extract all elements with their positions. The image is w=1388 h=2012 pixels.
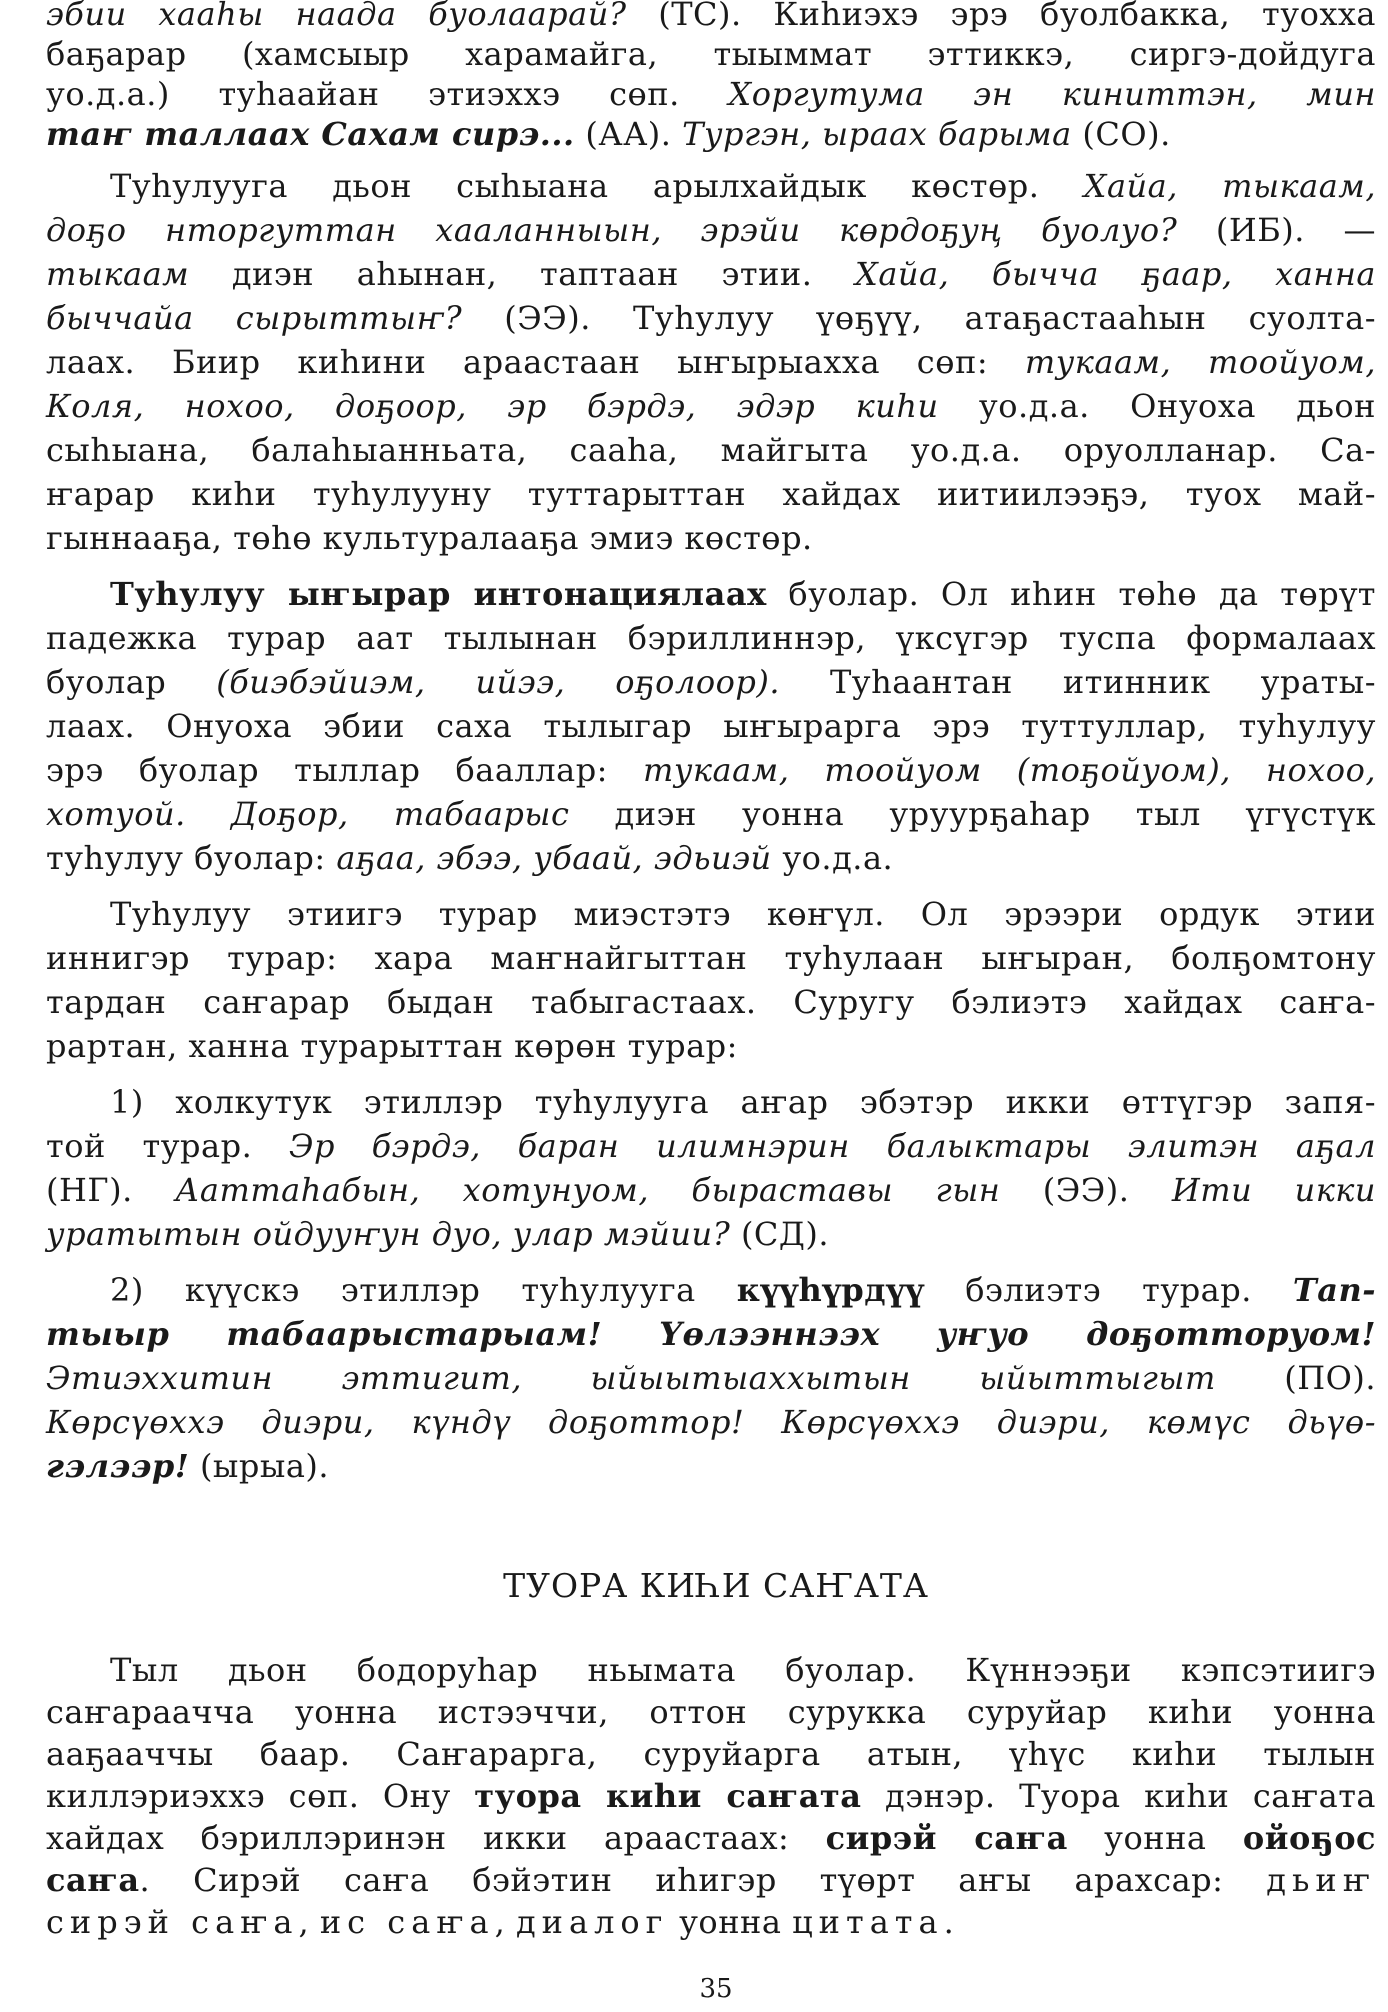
bold-italic-example: гэлээр!	[46, 1447, 190, 1485]
text-line: ҥарар киһи туһулууну туттарыттан хайдах иитиилээҕэ, туох май-	[46, 475, 1376, 513]
text-span: туһулуу буолар:	[46, 839, 337, 877]
text-line: сыһыана, балаһыанньата, сааһа, майгыта уо.д.а. оруолланар. Са-	[46, 431, 1376, 469]
italic-example: тыкаам	[46, 255, 190, 293]
italic-example: Этиэххитин эттигит, ыйыытыаххытын ыйыттыгыт	[46, 1359, 1216, 1397]
bold-term: ойоҕос	[1242, 1819, 1377, 1857]
page-number: 35	[699, 1974, 733, 2004]
text-span: киллэриэххэ сөп. Ону	[46, 1777, 475, 1815]
text-span: (СО).	[1071, 115, 1171, 153]
text-span: Туһулууга дьон сыһыана арылхайдык көстөр.	[110, 167, 1084, 205]
text-line	[46, 210, 1376, 250]
text-span: . Сирэй саҥа бэйэтин иһигэр түөрт аҥы арахсар:	[139, 1861, 1267, 1899]
text-line	[46, 794, 1376, 834]
text-line: тыыр табаарыстарыам! Үөлээннээх уҥуо доҕотторуом!	[46, 1315, 1376, 1353]
text-line: саҥараачча уонна истээччи, оттон суруккa суруйар киһи уонна	[46, 1693, 1376, 1731]
text-span: хайдах бэриллэринэн икки араастаах:	[46, 1819, 826, 1857]
text-line	[46, 1776, 1376, 1816]
text-span: (ПО).	[1215, 1359, 1376, 1397]
text-span: уо.д.а. Онуоха дьон	[938, 387, 1377, 425]
italic-example: эбии хааһы наада буолаарай?	[46, 0, 627, 33]
text-span: той турар.	[46, 1127, 289, 1165]
text-span: эрэ буолар тыллар бааллар:	[46, 751, 643, 789]
italic-example: Ааттаһабын, хотунуом, быраставы гын	[175, 1171, 1001, 1209]
spaced-term: диалог	[515, 1903, 669, 1941]
italic-example: аҕаа, эбээ, убаай, эдьиэй	[336, 839, 772, 877]
italic-example: Ити икки	[1171, 1171, 1377, 1209]
text-line	[46, 838, 1376, 878]
text-line: тардан саҥарар быдан табыгастаах. Суругу бэлиэтэ хайдах саҥа-	[46, 983, 1376, 1021]
text-span: дэнэр. Туора киһи саҥата	[861, 1777, 1377, 1815]
text-span: диэн аһынан, таптаан этии.	[189, 255, 856, 293]
text-span: диэн уонна уруурҕаһар тыл үгүстүк	[569, 795, 1377, 833]
text-line	[46, 166, 1376, 206]
bold-term: саҥа	[46, 1861, 140, 1899]
text-line	[46, 1860, 1376, 1900]
text-line: Тыл дьон бодоруһар ньымата буолар. Күннээҕи кэпсэтиигэ	[110, 1651, 1376, 1689]
text-line: лаах. Онуоха эбии саха тылыгар ыҥырарга эрэ туттуллар, туһулуу	[46, 707, 1376, 745]
bold-term: сирэй саҥа	[825, 1819, 1068, 1857]
italic-example: тукаам, тоойуом (тоҕойуом), нохоо,	[643, 751, 1377, 789]
text-span: (СД).	[730, 1215, 830, 1253]
text-span: ,	[298, 1903, 320, 1941]
section-heading: ТУОРА КИҺИ САҤАТА	[503, 1566, 929, 1605]
text-line: падежка турар аат тылынан бэриллиннэр, үксүгэр туспа формалаах	[46, 619, 1376, 657]
text-line: гыннааҕа, төһө культуралааҕа эмиэ көстөр.	[46, 519, 813, 557]
italic-example: Хоргутума эн киниттэн, мин	[728, 75, 1377, 113]
italic-example: Тургэн, ыраах барыма	[682, 115, 1072, 153]
spaced-term: сирэй саҥа	[46, 1903, 299, 1941]
list-item-1: 1) холкутук этиллэр туһулууга аҥар эбэтэр икки өттүгэр запя-	[110, 1083, 1376, 1121]
text-line	[46, 342, 1376, 382]
text-line	[46, 1126, 1376, 1166]
text-line	[46, 254, 1376, 294]
text-span: .	[943, 1903, 955, 1941]
italic-example: Коля, нохоо, доҕоор, эр бэрдэ, эдэр киһи	[46, 387, 939, 425]
text-span: (ЭЭ).	[1000, 1171, 1172, 1209]
text-span: буолар	[46, 663, 217, 701]
text-span: уо.д.а.) туһаайан этиэххэ сөп.	[46, 75, 729, 113]
text-line: иннигэр турар: хара маҥнайгыттан туһулаан ыҥыран, болҕомтону	[46, 939, 1376, 977]
text-span: буолар. Ол иһин төһө да төрүт	[766, 575, 1377, 613]
text-line	[46, 1902, 1376, 1942]
text-span: (ЭЭ). Туһулуу үөҕүү, атаҕастааһын суолта-	[462, 299, 1376, 337]
text-line	[46, 574, 1376, 614]
bold-term: туора киһи саҥата	[474, 1777, 862, 1815]
italic-example: Эр бэрдэ, баран илимнэрин балыктары элитэн аҕал	[288, 1127, 1377, 1165]
text-line	[46, 74, 1376, 114]
italic-example: уратытын ойдууҥун дуо, улар мэйии?	[46, 1215, 731, 1253]
bold-term: Туһулуу ыҥырар интонациялаах	[110, 575, 767, 613]
text-line	[46, 1446, 1376, 1486]
spaced-term: ис саҥа	[319, 1903, 495, 1941]
text-span: (ИБ). —	[1177, 211, 1377, 249]
italic-example: Хайа, тыкаам,	[1083, 167, 1376, 205]
text-line: ааҕааччы баар. Саҥарарга, суруйарга атын, үһүс киһи тылын	[46, 1735, 1376, 1773]
text-line	[46, 386, 1376, 426]
list-item-2	[46, 1270, 1376, 1310]
italic-example: тукаам, тоойуом,	[1024, 343, 1377, 381]
text-line: рартан, ханна турарыттан көрөн турар:	[46, 1027, 738, 1065]
text-line	[46, 1358, 1376, 1398]
text-span: 2) күүскэ этиллэр туһулууга	[110, 1271, 737, 1309]
text-span: ,	[494, 1903, 516, 1941]
text-line: Көрсүөххэ диэри, күндү доҕоттор! Көрсүөххэ диэри, көмүс дьүө-	[46, 1403, 1376, 1441]
bold-italic-example: таҥ таллаах Сахам сирэ...	[46, 115, 575, 153]
italic-example: быччайа сырыттыҥ?	[46, 299, 463, 337]
italic-example: (биэбэйиэм, ийээ, оҕолоор).	[216, 663, 780, 701]
text-span: Туһаантан итинник ураты-	[779, 663, 1377, 701]
text-line	[46, 662, 1376, 702]
text-span: уо.д.а.	[771, 839, 894, 877]
text-span: (ТС). Киһиэхэ эрэ буолбакка, туоххa	[626, 0, 1377, 33]
spaced-term: дьиҥ	[1266, 1861, 1376, 1899]
text-span: уонна	[668, 1903, 793, 1941]
text-line	[46, 1214, 1376, 1254]
text-span: лаах. Биир киһини араастаан ыҥырыахха сөп:	[46, 343, 1025, 381]
text-span: (НГ).	[46, 1171, 176, 1209]
text-span: бэлиэтэ турар.	[924, 1271, 1293, 1309]
italic-example: доҕо нторгуттан хааланныын, эрэйи көрдоҕуң буолуо?	[46, 211, 1178, 249]
bold-term: күүһүрдүү	[736, 1271, 925, 1309]
text-line	[46, 114, 1376, 154]
text-line	[46, 750, 1376, 790]
italic-example: хотуой. Доҕор, табаарыс	[46, 795, 570, 833]
text-line: баҕарар (хамсыыр харамайга, тыыммат эттиккэ, сиргэ-дойдуга	[46, 35, 1376, 73]
text-span: (ырыа).	[189, 1447, 330, 1485]
text-span: уонна	[1067, 1819, 1243, 1857]
italic-example: Хайа, бычча ҕаар, ханна	[855, 255, 1377, 293]
bold-italic-example: Тап-	[1292, 1271, 1377, 1309]
text-line: Туһулуу этиигэ турар миэстэтэ көҥүл. Ол эрээри ордук этии	[110, 895, 1376, 933]
spaced-term: цитата	[792, 1903, 944, 1941]
text-line	[46, 0, 1376, 34]
text-line	[46, 298, 1376, 338]
text-line	[46, 1818, 1376, 1858]
text-line	[46, 1170, 1376, 1210]
text-span: (АА).	[574, 115, 683, 153]
